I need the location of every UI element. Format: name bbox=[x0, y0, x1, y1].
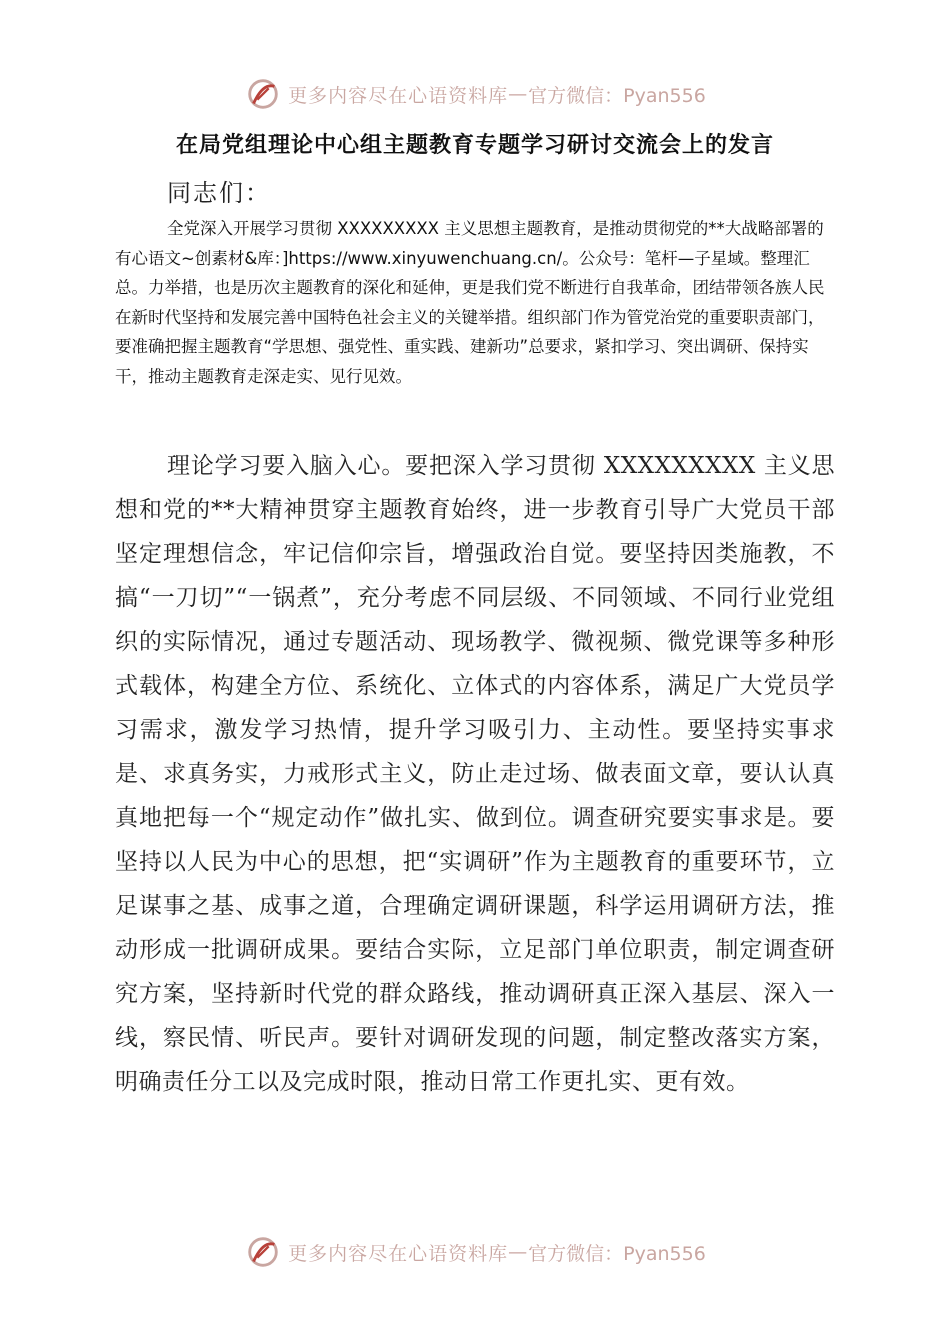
pen-swirl-logo-icon bbox=[244, 1233, 282, 1271]
footer-banner-contact: 官方微信：Pyan556 bbox=[528, 1242, 706, 1265]
document-title: 在局党组理论中心组主题教育专题学习研讨交流会上的发言 bbox=[175, 133, 774, 158]
salutation: 同志们： bbox=[167, 179, 271, 207]
pen-swirl-logo-icon bbox=[244, 75, 282, 113]
paragraph-intro: 全党深入开展学习贯彻 XXXXXXXXX 主义思想主题教育，是推动贯彻党的**大战略部署的有心语文~创素材&库：]https://www.xinyuwenchuang.cn/。公众号：笔杆—子星域。整理汇总。力举措，也是历次主题教育的深化和延伸，更是我们党不断进行自我革命，团结带领各族人民在新时代坚持和发展完善中国特色社会主义的关键举措。组织部门作为管党治党的重要职责部门，要准确把握主题教育“学思想、强党性、重实践、建新功”总要求，紧扣学习、突出调研、保持实干，推动主题教育走深走实、见行见效。 bbox=[115, 219, 825, 386]
paragraph-theory-study: 理论学习要入脑入心。要把深入学习贯彻 XXXXXXXXX 主义思想和党的**大精神贯穿主题教育始终，进一步教育引导广大党员干部坚定理想信念，牢记信仰宗旨，增强政治自觉。要坚持因类施教，不搞“一刀切”“一锅煮”，充分考虑不同层级、不同领域、不同行业党组织的实际情况，通过专题活动、现场教学、微视频、微党课等多种形式载体，构建全方位、系统化、立体式的内容体系，满足广大党员学习需求，激发学习热情，提升学习吸引力、主动性。要坚持实事求是、求真务实，力戒形式主义，防止走过场、做表面文章，要认认真真地把每一个“规定动作”做扎实、做到位。调查研究要实事求是。要坚持以人民为中心的思想，把“实调研”作为主题教育的重要环节，立足谋事之基、成事之道，合理确定调研课题，科学运用调研方法，推动形成一批调研成果。要结合实际，立足部门单位职责，制定调查研究方案，坚持新时代党的群众路线，推动调研真正深入基层、深入一线，察民情、听民声。要针对调研发现的问题，制定整改落实方案，明确责任分工以及完成时限，推动日常工作更扎实、更有效。 bbox=[115, 453, 835, 1095]
header-banner-separator: — bbox=[508, 83, 529, 105]
footer-banner-separator: — bbox=[508, 1241, 529, 1263]
footer-banner-text: 更多内容尽在心语资料库 bbox=[288, 1242, 509, 1265]
footer-watermark-banner bbox=[0, 1230, 950, 1274]
header-banner-contact: 官方微信：Pyan556 bbox=[528, 84, 706, 107]
header-banner-text: 更多内容尽在心语资料库 bbox=[288, 84, 509, 107]
header-watermark-banner bbox=[0, 72, 950, 116]
